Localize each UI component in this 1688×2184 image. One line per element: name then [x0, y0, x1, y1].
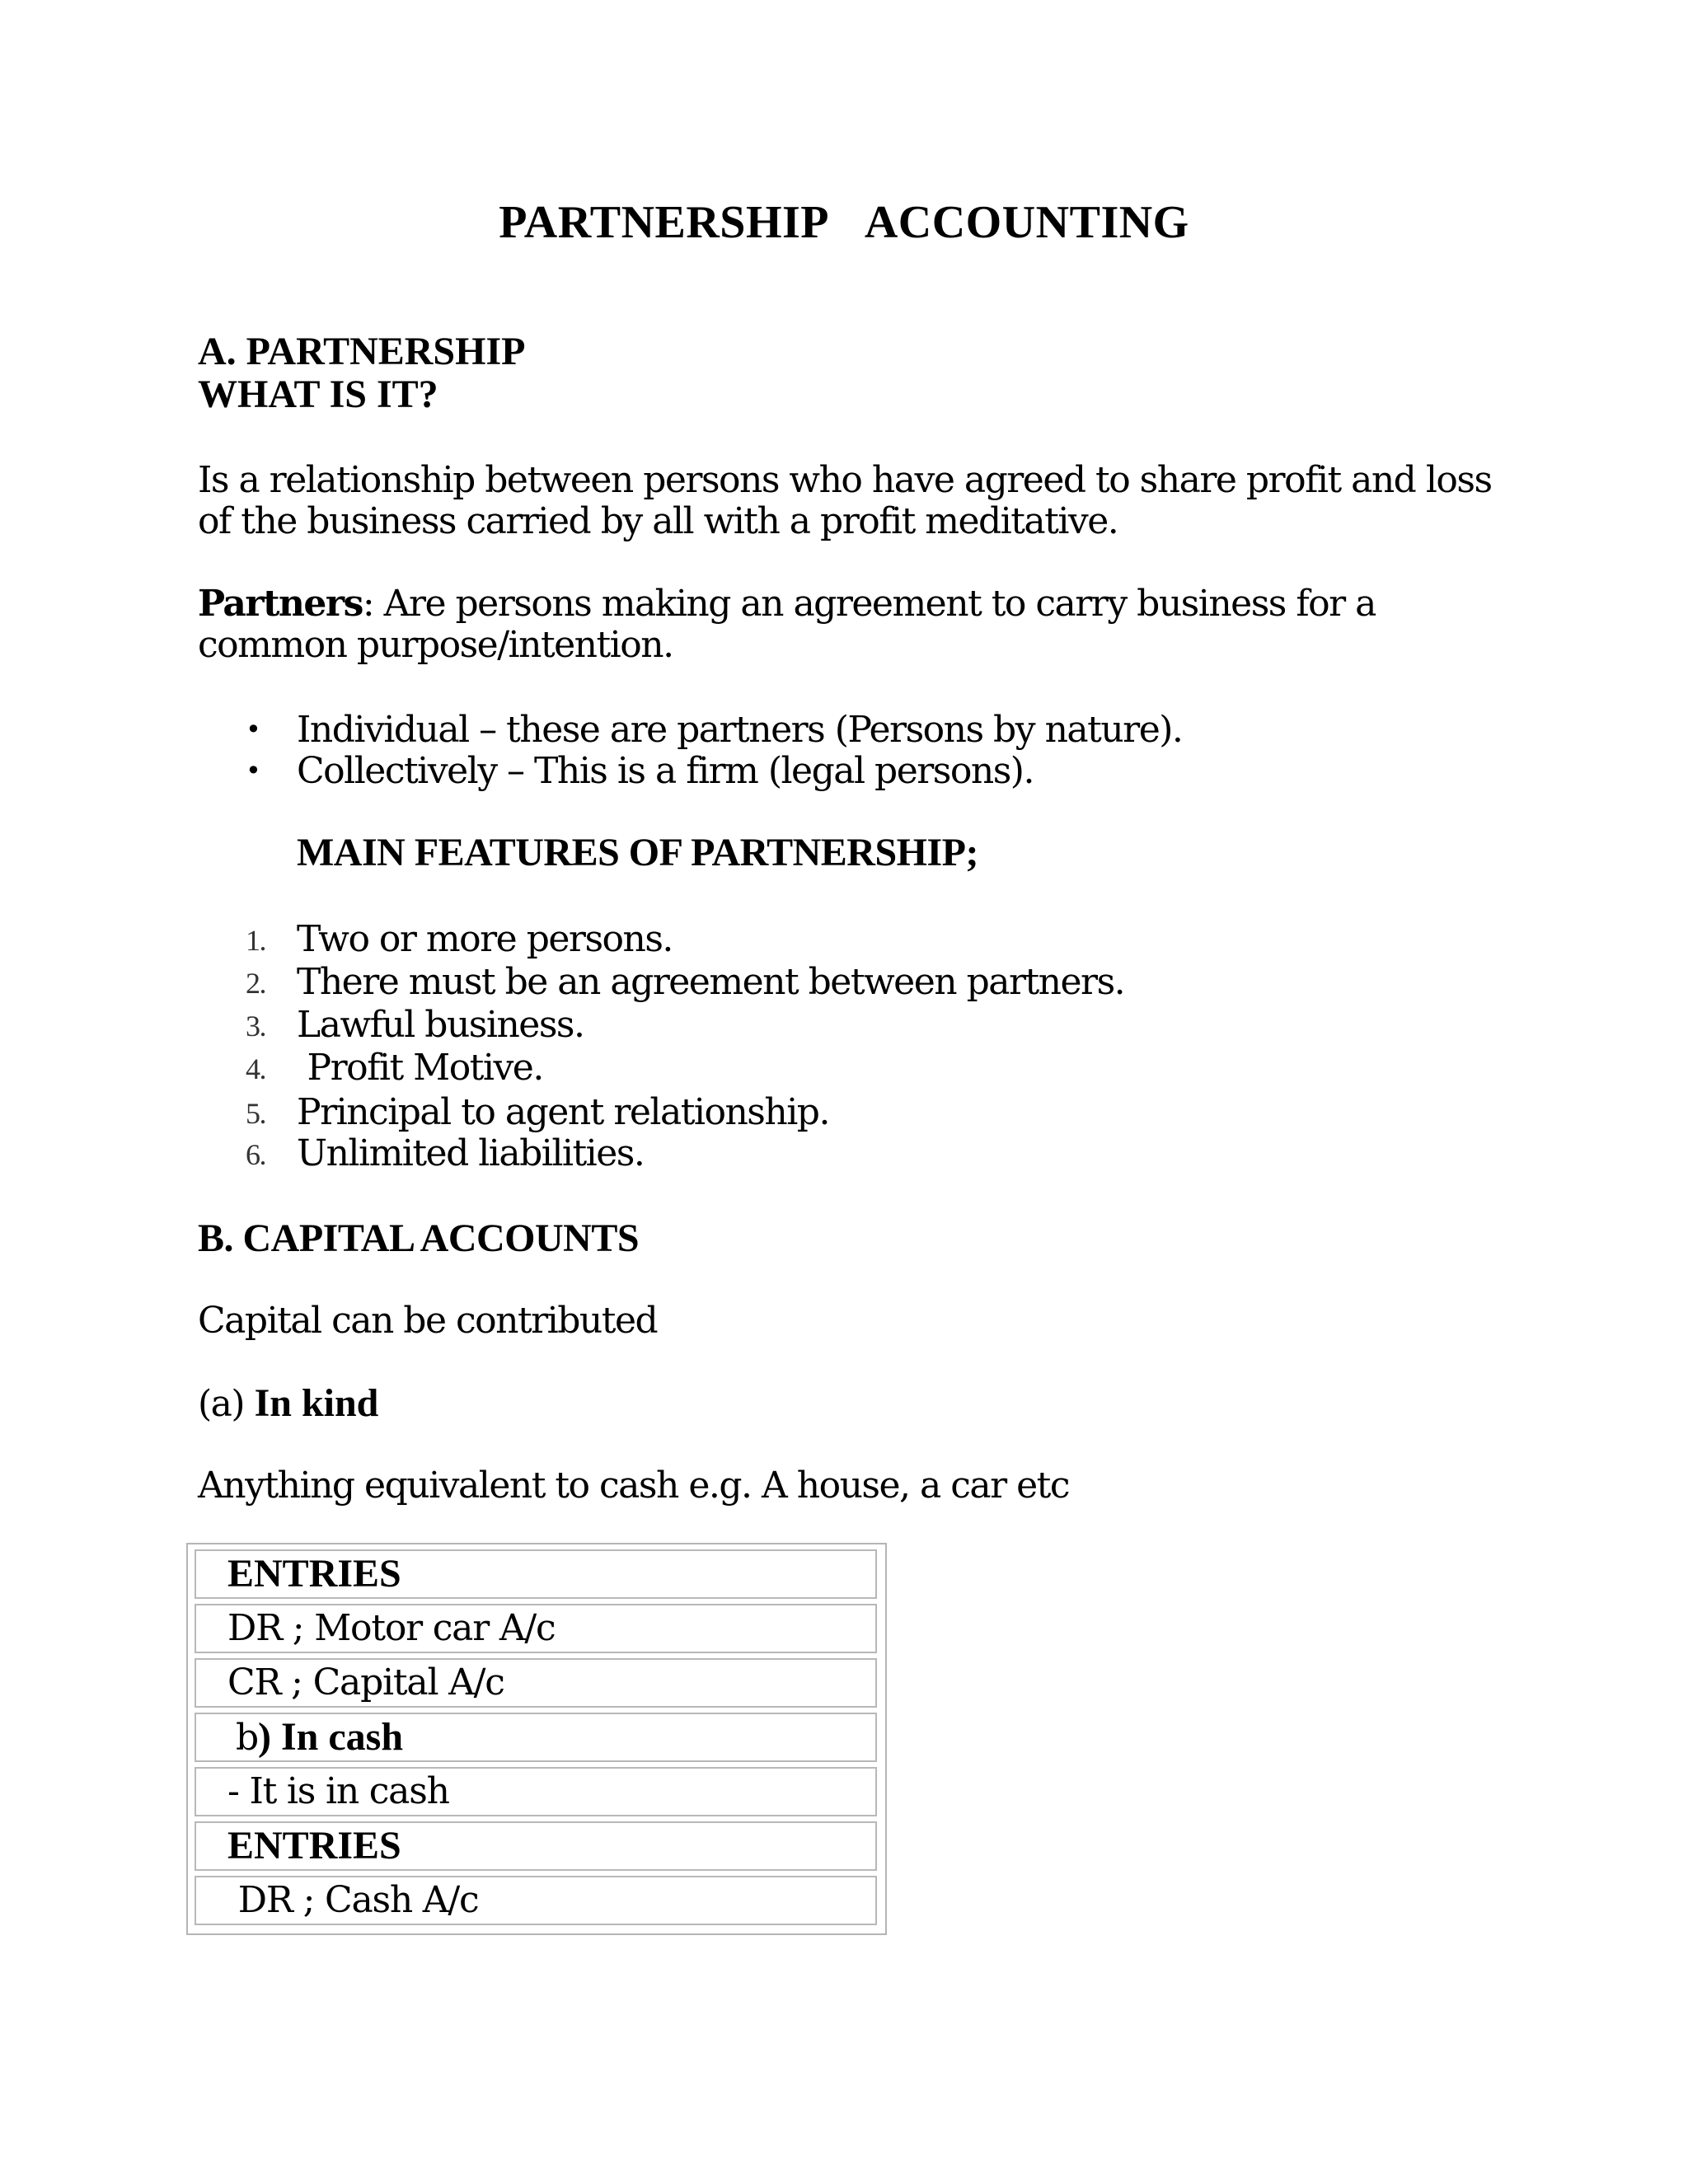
feature-text: Principal to agent relationship.	[297, 1091, 829, 1133]
table-cell-credit: CR ; Capital A/c	[227, 1661, 504, 1704]
table-cell-in-cash: ) In cash	[257, 1715, 404, 1759]
table-cell-in-cash-desc: - It is in cash	[227, 1770, 449, 1812]
in-kind-description: Anything equivalent to cash e.g. A house, a car etc	[198, 1465, 1069, 1507]
features-heading: MAIN FEATURES OF PARTNERSHIP;	[297, 831, 978, 874]
table-cell-entries: ENTRIES	[227, 1824, 401, 1868]
definition-line-1: Is a relationship between persons who have agreed to share profit and loss	[198, 459, 1492, 501]
feature-item	[0, 1091, 1688, 1134]
table-cell-debit: DR ; Motor car A/c	[227, 1607, 556, 1649]
feature-item	[0, 1004, 1688, 1047]
feature-number: 6.	[246, 1138, 265, 1171]
feature-number: 5.	[246, 1097, 265, 1130]
table-row	[195, 1549, 877, 1599]
table-cell-debit-cash: DR ; Cash A/c	[227, 1879, 479, 1921]
feature-item	[0, 1047, 1688, 1090]
bullet-item	[0, 750, 1688, 791]
capital-intro: Capital can be contributed	[198, 1300, 658, 1342]
feature-text: Profit Motive.	[297, 1047, 543, 1089]
table-cell-prefix: b	[236, 1717, 258, 1759]
feature-number: 1.	[246, 924, 265, 957]
feature-item	[0, 1132, 1688, 1175]
feature-item	[0, 961, 1688, 1004]
section-b-heading: B. CAPITAL ACCOUNTS	[198, 1216, 640, 1260]
feature-text: There must be an agreement between partners.	[297, 961, 1125, 1003]
partners-definition: : Are persons making an agreement to carry business for a	[362, 583, 1376, 625]
feature-number: 4.	[246, 1052, 265, 1085]
feature-text: Lawful business.	[297, 1004, 584, 1046]
feature-text: Two or more persons.	[297, 918, 673, 960]
section-a-heading: A. PARTNERSHIP	[198, 330, 526, 373]
table-row	[195, 1658, 877, 1708]
table-row	[195, 1821, 877, 1871]
in-kind-line	[198, 1383, 378, 1425]
section-a-subheading: WHAT IS IT?	[198, 373, 438, 416]
table-row	[195, 1767, 877, 1816]
bullet-glyph: •	[246, 714, 260, 745]
in-kind-prefix: (a)	[198, 1383, 255, 1425]
bullet-glyph: •	[246, 755, 260, 786]
bullet-text: Collectively – This is a firm (legal persons).	[297, 750, 1034, 792]
feature-number: 3.	[246, 1010, 265, 1043]
table-cell-entries: ENTRIES	[227, 1552, 401, 1596]
in-kind-label: In kind	[254, 1381, 379, 1425]
partners-line-2: common purpose/intention.	[198, 624, 673, 666]
table-row	[195, 1713, 877, 1762]
table-row	[195, 1876, 877, 1925]
table-row	[195, 1604, 877, 1653]
partners-term: Partners	[198, 583, 363, 625]
entries-table	[186, 1543, 887, 1935]
definition-line-2: of the business carried by all with a profit meditative.	[198, 500, 1118, 542]
feature-number: 2.	[246, 967, 265, 1000]
bullet-text: Individual – these are partners (Persons by nature).	[297, 709, 1183, 751]
partners-line-1	[198, 583, 1376, 625]
page-title: PARTNERSHIP ACCOUNTING	[499, 197, 1189, 248]
feature-item	[0, 918, 1688, 961]
feature-text: Unlimited liabilities.	[297, 1132, 645, 1174]
bullet-item	[0, 709, 1688, 750]
